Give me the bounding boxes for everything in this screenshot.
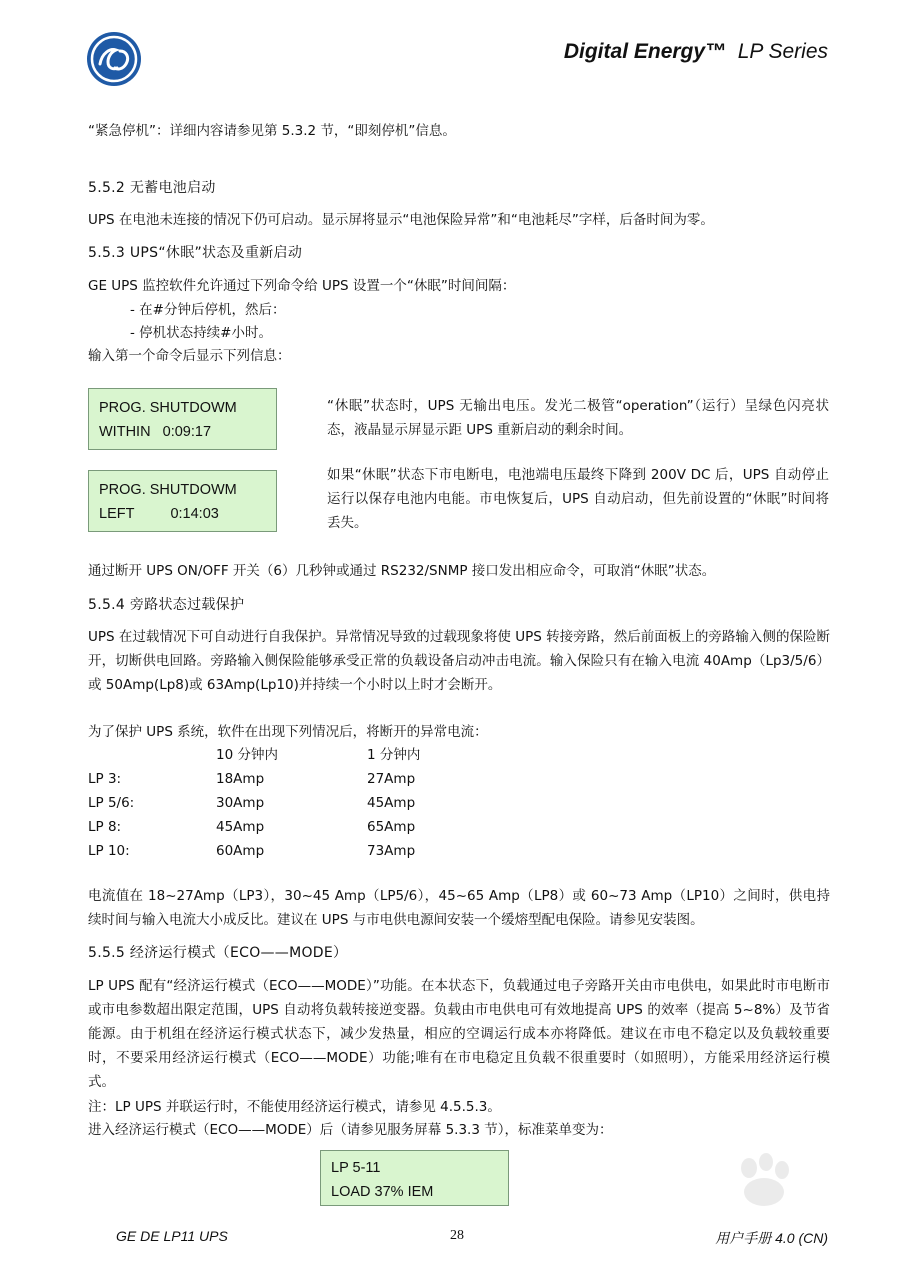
table-cell: LP 3: xyxy=(88,771,122,787)
section-5-5-4-heading: 5.5.4 旁路状态过载保护 xyxy=(88,597,245,613)
table-cell: 45Amp xyxy=(216,819,265,835)
protect-intro-text: 为了保护 UPS 系统，软件在出现下列情况后，将断开的异常电流： xyxy=(88,724,488,740)
table-header-cell: 10 分钟内 xyxy=(216,747,278,763)
lcd-line: LP 5-11 xyxy=(331,1160,381,1176)
footer-model: GE DE LP11 UPS xyxy=(116,1228,228,1244)
table-cell: 27Amp xyxy=(367,771,416,787)
ge-logo-icon xyxy=(86,31,142,87)
power-loss-description: 如果“休眠”状态下市电断电，电池端电压最终下降到 200V DC 后，UPS 自动停止运行以保存电池内电能。市电恢复后，UPS 自动启动，但先前设置的“休眠”时间将丢失。 xyxy=(327,467,829,531)
bullet-item: - 停机状态持续#小时。 xyxy=(130,325,272,341)
table-cell: 65Amp xyxy=(367,819,416,835)
section-5-5-5-body: LP UPS 配有“经济运行模式（ECO——MODE）”功能。在本状态下，负载通过电子旁路开关由市电供电，如果此时市电断市或市电参数超出限定范围，UPS 自动将负载转接逆变器。负载由市电供电可有效地提高 UPS 的效率（提高 5~8%）及节省能源。由于机组在经济运行模式状态下，减少发热量，相应的空调运行成本亦将降低。建议在市电不稳定以及负载较重要时，不要采用经济运行模式（ECO——MODE）功能;唯有在市电稳定且负载不很重要时（如照明），方能采用经济运行模式。 xyxy=(88,978,830,1090)
lcd-line: WITHIN 0:09:17 xyxy=(99,424,212,440)
brand-title: Digital Energy™ LP Series xyxy=(563,40,828,63)
section-5-5-2-heading: 5.5.2 无蓄电池启动 xyxy=(88,180,216,196)
section-5-5-5-heading: 5.5.5 经济运行模式（ECO——MODE） xyxy=(88,945,348,961)
bullet-item: - 在#分钟后停机，然后： xyxy=(130,302,286,318)
lcd-line: PROG. SHUTDOWM xyxy=(99,482,237,498)
lcd-display-within xyxy=(88,388,277,450)
table-header-cell: 1 分钟内 xyxy=(367,747,421,763)
table-cell: LP 8: xyxy=(88,819,122,835)
section-5-5-4-body: UPS 在过载情况下可自动进行自我保护。异常情况导致的过载现象将使 UPS 转接旁路，然后前面板上的旁路输入侧的保险断开，切断供电回路。旁路输入侧保险能够承受正常的负载设备启动冲击电流。输入保险只有在输入电流 40Amp（Lp3/5/6）或 50Amp(Lp8)或 63Amp(Lp10)并持续一个小时以上时才会断开。 xyxy=(88,629,830,693)
table-cell: 30Amp xyxy=(216,795,265,811)
intro-text: “紧急停机”：详细内容请参见第 5.3.2 节，“即刻停机”信息。 xyxy=(88,123,456,139)
lcd-line: LEFT 0:14:03 xyxy=(99,506,219,522)
lcd-line: LOAD 37% IEM xyxy=(331,1184,434,1200)
table-cell: 73Amp xyxy=(367,843,416,859)
table-cell: 18Amp xyxy=(216,771,265,787)
table-cell: 60Amp xyxy=(216,843,265,859)
lcd-display-left xyxy=(88,470,277,532)
section-5-5-3-heading: 5.5.3 UPS“休眠”状态及重新启动 xyxy=(88,245,303,261)
current-range-note: 电流值在 18~27Amp（LP3），30~45 Amp（LP5/6），45~65 Amp（LP8）或 60~73 Amp（LP10）之间时，供电持续时间与输入电流大小成反比。建议在 UPS 与市电供电源间安装一个缓熔型配电保险。请参见安装图。 xyxy=(88,888,830,928)
page-number: 28 xyxy=(450,1228,464,1243)
section-5-5-2-body: UPS 在电池未连接的情况下仍可启动。显示屏将显示“电池保险异常”和“电池耗尽”字样，后备时间为零。 xyxy=(88,212,714,228)
footer-manual-version: 用户手册 4.0 (CN) xyxy=(715,1230,828,1246)
eco-enter-text: 进入经济运行模式（ECO——MODE）后（请参见服务屏幕 5.3.3 节），标准菜单变为： xyxy=(88,1122,613,1138)
display-intro-text: 输入第一个命令后显示下列信息： xyxy=(88,348,291,364)
cancel-sleep-text: 通过断开 UPS ON/OFF 开关（6）几秒钟或通过 RS232/SNMP 接口发出相应命令，可取消“休眠”状态。 xyxy=(88,563,716,579)
table-cell: 45Amp xyxy=(367,795,416,811)
sleep-state-description: “休眠”状态时，UPS 无输出电压。发光二极管“operation”（运行）呈绿色闪亮状态，液晶显示屏显示距 UPS 重新启动的剩余时间。 xyxy=(327,398,829,438)
section-5-5-3-body: GE UPS 监控软件允许通过下列命令给 UPS 设置一个“休眠”时间间隔： xyxy=(88,278,516,294)
table-cell: LP 10: xyxy=(88,843,130,859)
lcd-line: PROG. SHUTDOWM xyxy=(99,400,237,416)
table-cell: LP 5/6: xyxy=(88,795,135,811)
parallel-note: 注：LP UPS 并联运行时，不能使用经济运行模式，请参见 4.5.5.3。 xyxy=(88,1099,501,1115)
lcd-display-eco xyxy=(320,1150,509,1206)
